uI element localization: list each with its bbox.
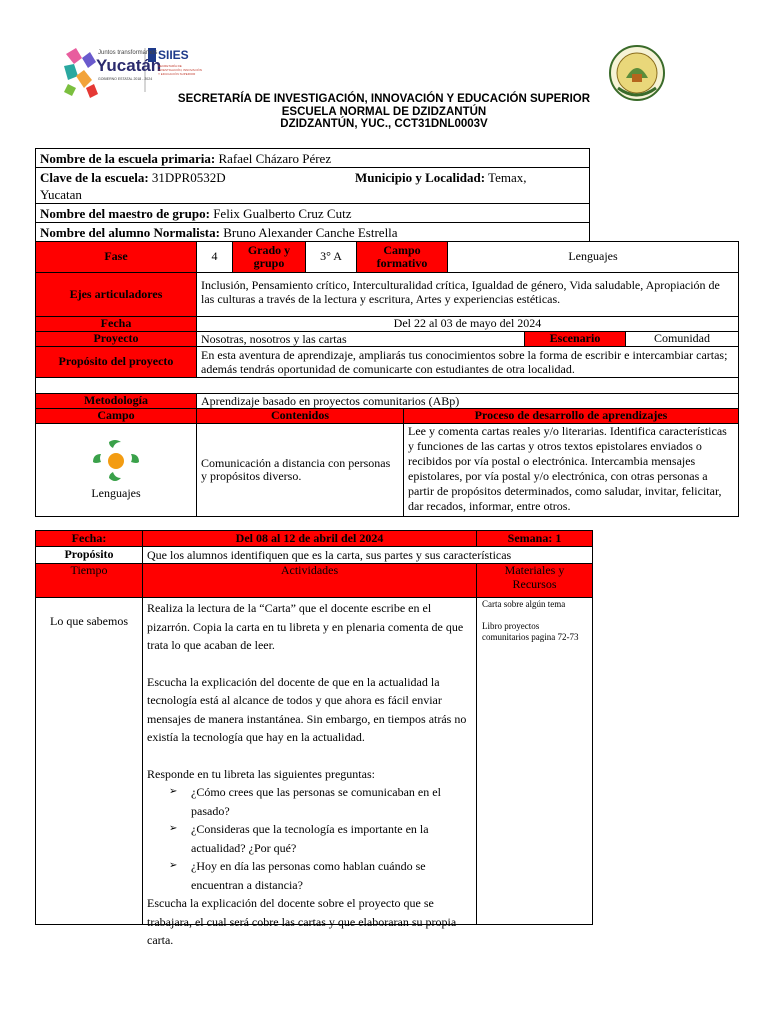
header-line2: ESCUELA NORMAL DE DZIDZANTÚN: [281, 105, 487, 118]
header-line1: SECRETARÍA DE INVESTIGACIÓN, INNOVACIÓN Y EDUCACIÓN SUPERIOR: [177, 93, 591, 105]
header-line3: DZIDZANTÚN, YUC., CCT31DNL0003V: [280, 118, 488, 130]
semana-proposito-value: Que los alumnos identifiquen que es la carta, sus partes y sus características: [142, 546, 593, 564]
semana-fecha-label: Fecha:: [35, 530, 143, 547]
pregunta-2: ➢ ¿Consideras que la tecnología es importante en la actualidad? ¿Por qué?: [147, 820, 472, 857]
siies-logo-sub: SECRETARÍA DE INVESTIGACIÓN, INNOVACIÓN Y EDUCACIÓN SUPERIOR: [158, 64, 202, 76]
fase-value: 4: [196, 241, 233, 273]
campo-icon-label: Lenguajes: [91, 486, 141, 500]
municipio-label: Municipio y Localidad:: [355, 170, 486, 185]
tiempo-header: Tiempo: [35, 563, 143, 598]
metodologia-value: Aprendizaje basado en proyectos comunitarios (ABp): [196, 393, 739, 409]
actividad-p4: Escucha la explicación del docente sobre el proyecto que se trabajara, el cual será cobre las cartas y que elaboraran su propia carta.: [147, 896, 457, 947]
alumno-value: Bruno Alexander Canche Estrella: [223, 225, 398, 240]
fecha-label: Fecha: [35, 316, 197, 332]
municipio-value: Temax,: [488, 170, 527, 185]
proyecto-label: Proyecto: [35, 331, 197, 347]
campo-formativo-label: Campo formativo: [356, 241, 448, 273]
semana-fecha-value: Del 08 al 12 de abril del 2024: [142, 530, 477, 547]
alumno-label: Nombre del alumno Normalista:: [40, 225, 220, 240]
actividad-p2: Escucha la explicación del docente de que en la actualidad la tecnología está al alcance de todos y que ahora es fácil enviar mensajes de manera instantánea. Sin embargo, en tiempos atrás no existía la tecnología que hay en la actualidad.: [147, 674, 467, 744]
actividades-header: Actividades: [142, 563, 477, 598]
maestro-label: Nombre del maestro de grupo:: [40, 206, 210, 221]
material-1: Carta sobre algún tema: [482, 599, 566, 609]
proceso-text: Lee y comenta cartas reales y/o literarias. Identifica características y funciones de las cartas y otros textos epistolares enviados o recibidos por vía postal o electrónica. Intercambia mensajes epistolares, por vía postal y/o electrónica, con otras personas a partir de propósitos determinados, como saludar, invitar, felicitar, dar recados, informar, entre otros.: [403, 423, 739, 517]
clave-value: 31DPR0532D: [151, 170, 226, 185]
tiempo-value: Lo que sabemos: [50, 614, 128, 628]
col-campo-header: Campo: [35, 408, 197, 424]
escuela-label: Nombre de la escuela primaria:: [40, 151, 216, 166]
pregunta-3: ➢ ¿Hoy en día las personas como hablan cuándo se encuentran a distancia?: [147, 857, 472, 894]
grado-value: 3° A: [305, 241, 357, 273]
col-contenidos-header: Contenidos: [196, 408, 404, 424]
proposito-proyecto-value: En esta aventura de aprendizaje, ampliarás tus conocimientos sobre la forma de escribir e intercambiar cartas; además tendrás oportunidad de comunicarte con estudiantes de otra localidad.: [196, 346, 739, 378]
material-2: Libro proyectos comunitarios pagina 72-73: [482, 621, 579, 642]
grado-label: Grado y grupo: [232, 241, 306, 273]
semana-proposito-label: Propósito: [35, 546, 143, 564]
yucatan-logo: [62, 44, 212, 100]
maestro-value: Felix Gualberto Cruz Cutz: [213, 206, 352, 221]
escenario-value: Comunidad: [625, 331, 739, 347]
semana-number: Semana: 1: [476, 530, 593, 547]
contenido-cell: [196, 423, 404, 517]
clave-label: Clave de la escuela:: [40, 170, 149, 185]
actividad-p3: Responde en tu libreta las siguientes preguntas:: [147, 766, 375, 781]
info-maestro-row: [35, 203, 590, 223]
yucatan-logo-sub: GOBIERNO ESTATAL 2018 - 2024: [98, 77, 153, 81]
escuela-value: Rafael Cházaro Pérez: [218, 151, 332, 166]
campo-formativo-value: Lenguajes: [447, 241, 739, 273]
col-proceso-header: Proceso de desarrollo de aprendizajes: [403, 408, 739, 424]
fase-label: Fase: [35, 241, 197, 273]
contenido-text: Comunicación a distancia con personas y propósitos diverso.: [201, 455, 391, 483]
materiales-cell: [476, 597, 593, 925]
municipio-value-2: Yucatan: [40, 187, 82, 202]
campo-lenguajes-cell: [35, 423, 197, 517]
actividad-p1: Realiza la lectura de la “Carta” que el docente escribe en el pizarrón. Copia la carta en tu libreta y en plenaria comenta de que trata lo que acaban de leer.: [147, 601, 464, 652]
metodologia-label: Metodología: [35, 393, 197, 409]
proposito-proyecto-label: Propósito del proyecto: [35, 346, 197, 378]
info-alumno-row: [35, 222, 590, 242]
actividades-cell: [142, 597, 477, 947]
ejes-label: Ejes articuladores: [35, 272, 197, 317]
info-clave-row: [35, 167, 590, 204]
escenario-label: Escenario: [524, 331, 626, 347]
yucatan-logo-tagline: Juntos transformamos: [98, 50, 158, 56]
pregunta-1: ➢ ¿Cómo crees que las personas se comunicaban en el pasado?: [147, 783, 472, 820]
ejes-value: Inclusión, Pensamiento crítico, Interculturalidad crítica, Igualdad de género, Vida saludable, Apropiación de las culturas a través de la lectura y escritura, Artes y experiencias estéticas.: [196, 272, 739, 317]
spacer-row: [35, 377, 739, 394]
proyecto-value: Nosotras, nosotros y las cartas: [196, 331, 525, 347]
tiempo-cell: [35, 597, 143, 925]
header-title: [140, 93, 628, 131]
lenguajes-icon: [91, 438, 141, 484]
fecha-value: Del 22 al 03 de mayo del 2024: [196, 316, 739, 332]
preguntas-list: [147, 783, 472, 894]
siies-logo-text: SIIES: [158, 48, 189, 62]
yucatan-logo-name: Yucatán: [96, 56, 162, 75]
materiales-header: Materiales y Recursos: [476, 563, 593, 598]
info-escuela-row: [35, 148, 590, 168]
